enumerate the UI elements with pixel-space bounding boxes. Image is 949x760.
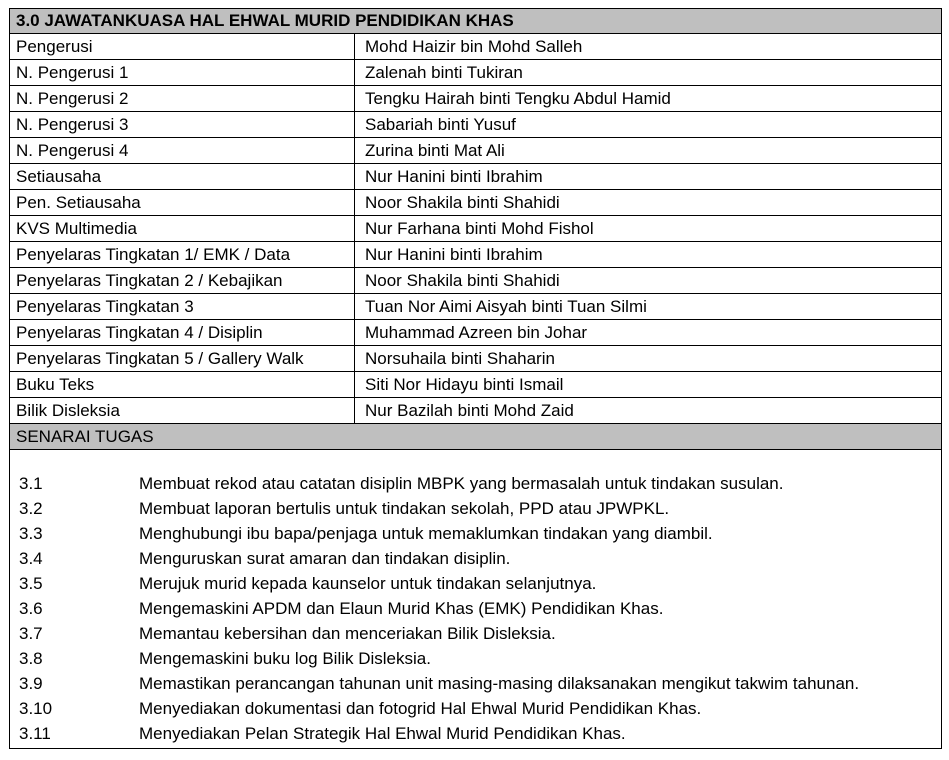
name-cell: Mohd Haizir bin Mohd Salleh — [365, 37, 583, 56]
name-cell: Norsuhaila binti Shaharin — [365, 349, 555, 368]
duty-number: 3.1 — [19, 474, 43, 493]
table-row — [10, 112, 941, 138]
name-cell: Nur Hanini binti Ibrahim — [365, 167, 543, 186]
table-row — [10, 294, 941, 320]
table-row — [10, 216, 941, 242]
members-table — [10, 34, 941, 424]
duty-text: Menghubungi ibu bapa/penjaga untuk memaklumkan tindakan yang diambil. — [139, 524, 713, 543]
table-row — [10, 268, 941, 294]
duties-heading: SENARAI TUGAS — [10, 424, 941, 450]
table-row — [10, 398, 941, 424]
role-cell: Penyelaras Tingkatan 3 — [10, 294, 355, 319]
role-cell: Setiausaha — [10, 164, 355, 189]
table-row — [10, 190, 941, 216]
duty-number: 3.3 — [19, 524, 43, 543]
duty-number: 3.5 — [19, 574, 43, 593]
role-cell: Bilik Disleksia — [10, 398, 355, 423]
duty-text: Menguruskan surat amaran dan tindakan disiplin. — [139, 549, 511, 568]
duty-text: Membuat laporan bertulis untuk tindakan sekolah, PPD atau JPWPKL. — [139, 499, 670, 518]
table-row — [10, 164, 941, 190]
duty-text: Mengemaskini buku log Bilik Disleksia. — [139, 649, 431, 668]
name-cell: Siti Nor Hidayu binti Ismail — [365, 375, 564, 394]
duty-number: 3.10 — [19, 699, 53, 718]
duty-text: Membuat rekod atau catatan disiplin MBPK yang bermasalah untuk tindakan susulan. — [139, 474, 784, 493]
name-cell: Nur Farhana binti Mohd Fishol — [365, 219, 594, 238]
duty-text: Memastikan perancangan tahunan unit masing-masing dilaksanakan mengikut takwim tahunan. — [139, 674, 860, 693]
role-cell: Penyelaras Tingkatan 1/ EMK / Data — [10, 242, 355, 267]
role-cell: KVS Multimedia — [10, 216, 355, 241]
name-cell: Tengku Hairah binti Tengku Abdul Hamid — [365, 89, 671, 108]
table-row — [10, 86, 941, 112]
role-cell: N. Pengerusi 4 — [10, 138, 355, 163]
table-row — [10, 320, 941, 346]
role-cell: Pen. Setiausaha — [10, 190, 355, 215]
name-cell: Noor Shakila binti Shahidi — [365, 271, 560, 290]
table-row — [10, 60, 941, 86]
duty-number: 3.4 — [19, 549, 43, 568]
list-item — [10, 546, 941, 571]
role-cell: Penyelaras Tingkatan 4 / Disiplin — [10, 320, 355, 345]
duty-number: 3.9 — [19, 674, 43, 693]
table-row — [10, 372, 941, 398]
name-cell: Zurina binti Mat Ali — [365, 141, 505, 160]
duty-number: 3.7 — [19, 624, 43, 643]
duty-number: 3.2 — [19, 499, 43, 518]
role-cell: N. Pengerusi 3 — [10, 112, 355, 137]
duty-number: 3.11 — [19, 724, 51, 743]
list-item — [10, 571, 941, 596]
name-cell: Zalenah binti Tukiran — [365, 63, 523, 82]
role-cell: N. Pengerusi 1 — [10, 60, 355, 85]
duty-text: Menyediakan Pelan Strategik Hal Ehwal Murid Pendidikan Khas. — [139, 724, 626, 743]
table-row — [10, 242, 941, 268]
list-item — [10, 496, 941, 521]
list-item — [10, 596, 941, 621]
list-item — [10, 471, 941, 496]
role-cell: Penyelaras Tingkatan 5 / Gallery Walk — [10, 346, 355, 371]
table-row — [10, 34, 941, 60]
role-cell: Buku Teks — [10, 372, 355, 397]
role-cell: N. Pengerusi 2 — [10, 86, 355, 111]
committee-document — [9, 8, 942, 749]
duty-text: Merujuk murid kepada kaunselor untuk tindakan selanjutnya. — [139, 574, 597, 593]
name-cell: Nur Hanini binti Ibrahim — [365, 245, 543, 264]
table-row — [10, 346, 941, 372]
list-item — [10, 646, 941, 671]
name-cell: Muhammad Azreen bin Johar — [365, 323, 588, 342]
role-cell: Pengerusi — [10, 34, 355, 59]
list-item — [10, 621, 941, 646]
table-row — [10, 138, 941, 164]
duty-number: 3.8 — [19, 649, 43, 668]
list-item — [10, 696, 941, 721]
list-item — [10, 671, 941, 696]
duty-text: Mengemaskini APDM dan Elaun Murid Khas (EMK) Pendidikan Khas. — [139, 599, 664, 618]
role-cell: Penyelaras Tingkatan 2 / Kebajikan — [10, 268, 355, 293]
duty-text: Memantau kebersihan dan menceriakan Bilik Disleksia. — [139, 624, 556, 643]
name-cell: Tuan Nor Aimi Aisyah binti Tuan Silmi — [365, 297, 647, 316]
duties-list — [10, 450, 941, 748]
duty-number: 3.6 — [19, 599, 43, 618]
name-cell: Noor Shakila binti Shahidi — [365, 193, 560, 212]
list-item — [10, 521, 941, 546]
duty-text: Menyediakan dokumentasi dan fotogrid Hal Ehwal Murid Pendidikan Khas. — [139, 699, 702, 718]
list-item — [10, 721, 941, 746]
name-cell: Sabariah binti Yusuf — [365, 115, 516, 134]
committee-title: 3.0 JAWATANKUASA HAL EHWAL MURID PENDIDIKAN KHAS — [10, 9, 941, 34]
name-cell: Nur Bazilah binti Mohd Zaid — [365, 401, 574, 420]
